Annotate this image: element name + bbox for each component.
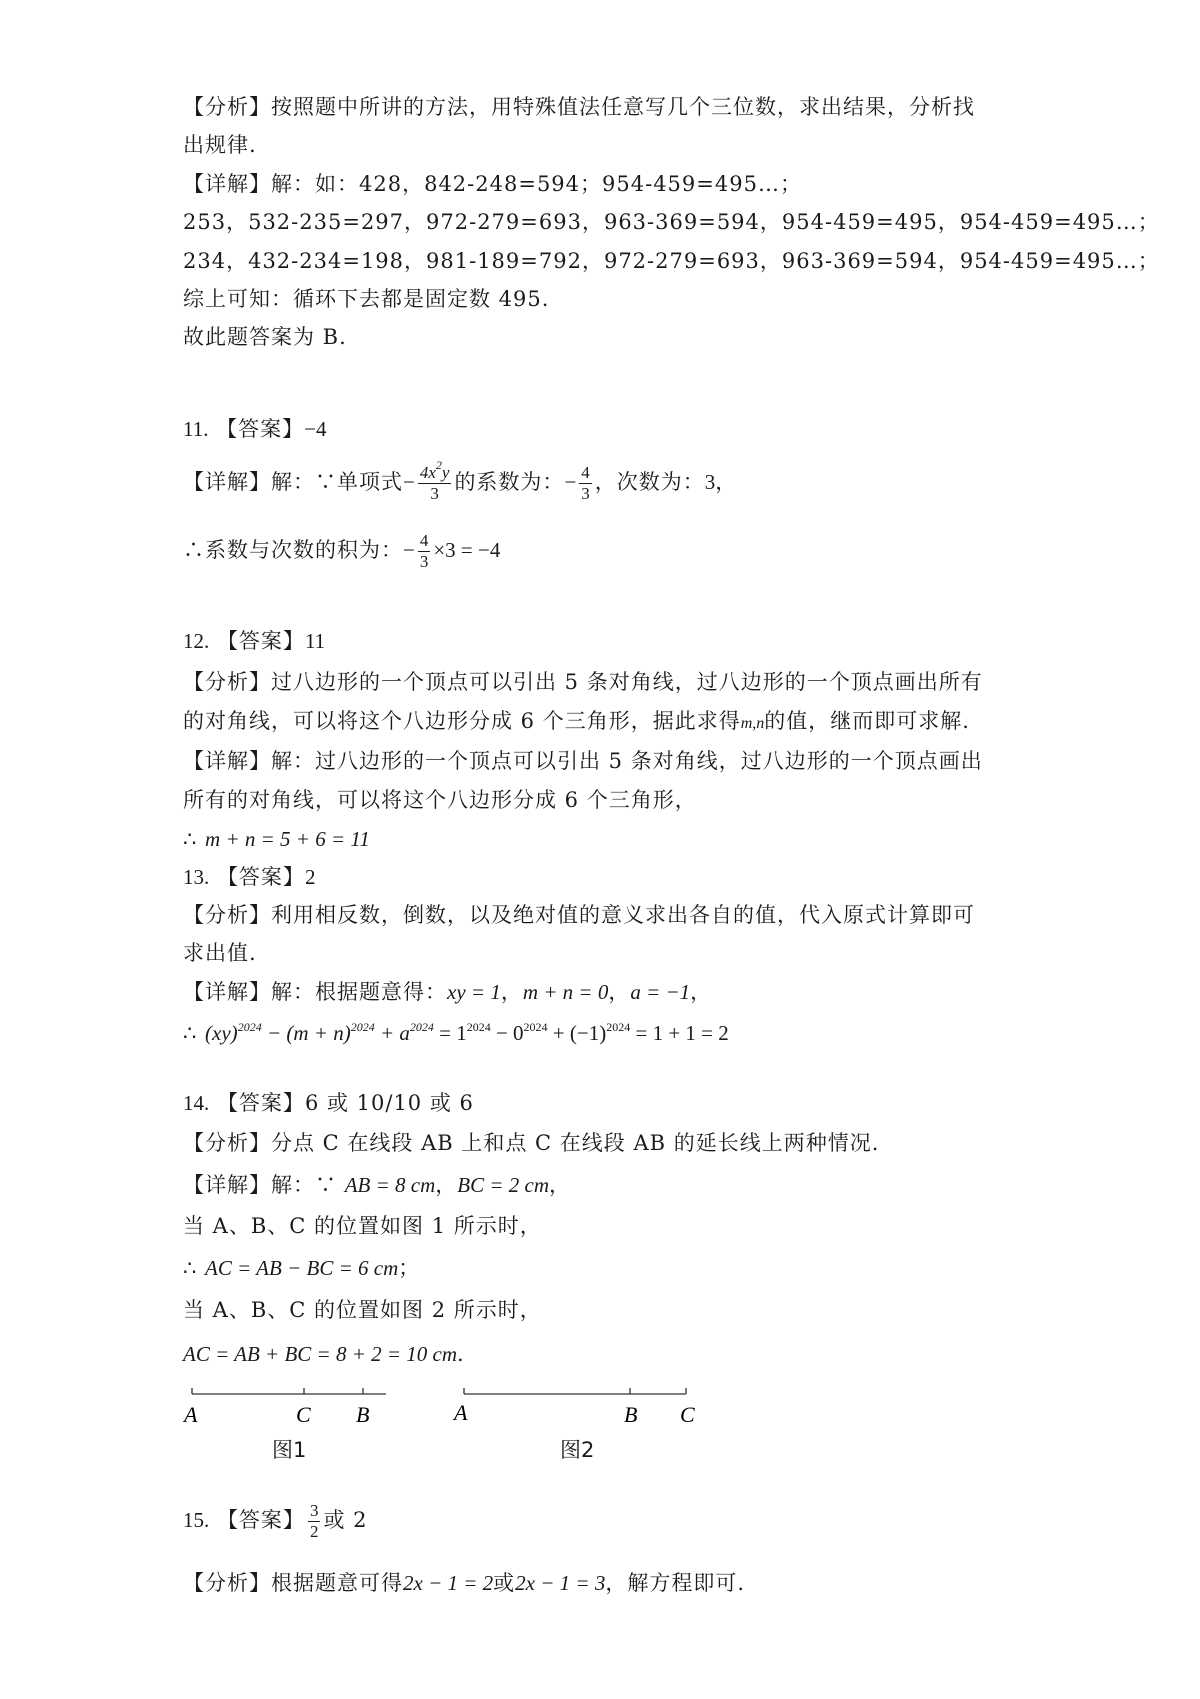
- q15-answer-fraction: [308, 1501, 321, 1542]
- analysis-tag: 【分析】: [183, 1131, 271, 1155]
- q10-detail-text-3: 234，432-234=198，981-189=792，972-279=693，963-369=594，954-459=495…；: [183, 249, 1160, 273]
- q11-detail-line: [183, 452, 1050, 512]
- q11-frac-den: 3: [430, 484, 439, 503]
- q14-case2-calc-line: [183, 1339, 1050, 1369]
- exp-4: 2024: [466, 1020, 491, 1034]
- analysis-tag: 【分析】: [183, 903, 271, 927]
- q12-answer-line: [183, 626, 1050, 656]
- q13-cond1: xy = 1: [447, 980, 501, 1004]
- answer-tag: 【答案】: [216, 629, 305, 653]
- q12-detail-line1: [183, 746, 1050, 776]
- exp-6: 2024: [606, 1020, 631, 1034]
- q12-analysis-text-3: 的值，继而即可求解.: [764, 709, 970, 733]
- q11-degree: 3: [704, 470, 716, 494]
- q11-coef-den: 3: [581, 484, 590, 503]
- q11-product-fraction: [418, 531, 431, 572]
- q15-eq2: 2x − 1 = 3: [515, 1571, 606, 1595]
- q12-analysis-line2: [183, 706, 1050, 739]
- q13-number: 13.: [183, 865, 210, 889]
- q10-detail-line4: [183, 284, 1050, 314]
- q14-answer: 6 或 10/10 或 6: [304, 1091, 474, 1115]
- q12-conclusion-line: [183, 824, 1050, 854]
- q11-product-minus: −: [403, 538, 415, 562]
- q12-therefore: ∴: [183, 827, 206, 851]
- fig1-label-c: C: [296, 1402, 311, 1427]
- q10-detail-text-4: 综上可知：循环下去都是固定数 495.: [183, 287, 550, 311]
- q13-detail-line: [183, 977, 1050, 1007]
- q13-sep2: ，: [608, 980, 631, 1004]
- q14-detail-pre: 解：∵: [271, 1173, 345, 1197]
- q13-calc-tail: = 1 + 1 = 2: [635, 1021, 729, 1045]
- fig1-label-a: A: [184, 1402, 198, 1427]
- fig2-label-c: C: [680, 1402, 695, 1427]
- q10-detail-line1: [183, 169, 1050, 199]
- q10-detail-line2: [183, 207, 1160, 237]
- detail-tag: 【详解】: [183, 1173, 271, 1197]
- q11-product-pre: ∴系数与次数的积为：: [183, 538, 403, 562]
- q11-frac-num: 4x: [419, 463, 436, 482]
- q11-product-line: [183, 520, 1050, 580]
- q13-calc-expr: $(xy)^{2024} - (m + n)^{2024} + a^{2024} = 1^{2024} - 0^{2024} + (-1)^{2024}$: [205, 1020, 631, 1045]
- q13-calc-line: [183, 1018, 1050, 1048]
- q11-product-den: 3: [419, 552, 429, 571]
- q13-analysis-line1: [183, 900, 1050, 930]
- q13-detail-pre: 解：根据题意得：: [271, 980, 447, 1004]
- q10-detail-text-2: 253，532-235=297，972-279=693，963-369=594，954-459=495，954-459=495…；: [183, 210, 1160, 234]
- detail-tag: 【详解】: [183, 749, 271, 773]
- exp-3: 2024: [409, 1020, 434, 1034]
- fig2-label-a: A: [454, 1400, 468, 1425]
- q14-detail-line: 【详解】解：∵ AB = 8 cm，BC = 2 cm，: [183, 1173, 571, 1197]
- q10-analysis-line2: [183, 130, 1050, 160]
- q14-case2-calc: AC = AB + BC = 8 + 2 = 10 cm: [183, 1342, 458, 1366]
- q10-analysis-line1: [183, 92, 1050, 122]
- q11-answer: −4: [304, 417, 327, 441]
- q12-answer: 11: [304, 629, 326, 653]
- q14-period: .: [457, 1342, 465, 1366]
- q11-number: 11.: [183, 417, 209, 441]
- q12-detail-text-1: 解：过八边形的一个顶点可以引出 5 条对角线，过八边形的一个顶点画出: [271, 749, 983, 773]
- exp-2: 2024: [350, 1020, 375, 1034]
- exp-1: 2024: [237, 1020, 262, 1034]
- q11-coef-minus: −: [564, 470, 577, 494]
- q15-analysis-pre: 根据题意可得: [271, 1571, 403, 1595]
- q11-coef-fraction: [579, 463, 592, 504]
- q13-cond3: a = −1: [630, 980, 691, 1004]
- q10-detail-text-1: 解：如：428，842-248=594；954-459=495…；: [271, 172, 802, 196]
- q11-detail-mid: 的系数为：: [454, 470, 565, 494]
- detail-tag: 【详解】: [183, 172, 271, 196]
- fig1-label-b: B: [356, 1402, 370, 1427]
- q10-detail-line3: [183, 246, 1160, 276]
- figure-1-caption: 图1: [272, 1438, 307, 1462]
- q14-semicolon: ；: [398, 1256, 421, 1280]
- answer-tag: 【答案】: [216, 865, 305, 889]
- q14-case2: 当 A、B、C 的位置如图 2 所示时，: [183, 1298, 542, 1322]
- q11-detail-tail: ，次数为：: [594, 470, 705, 494]
- q13-answer-line: [183, 862, 1050, 892]
- q15-analysis-post: ，解方程即可.: [605, 1571, 746, 1595]
- q14-analysis-line: [183, 1128, 1050, 1158]
- q11-product-expr: ×3 = −4: [433, 538, 501, 562]
- q14-analysis-text: 分点 C 在线段 AB 上和点 C 在线段 AB 的延长线上两种情况.: [271, 1131, 880, 1155]
- q12-analysis-text-1: 过八边形的一个顶点可以引出 5 条对角线，过八边形的一个顶点画出所有: [271, 670, 983, 694]
- q10-detail-text-5: 故此题答案为 B.: [183, 325, 347, 349]
- q15-eq1: 2x − 1 = 2: [403, 1571, 494, 1595]
- answer-tag: 【答案】: [216, 1508, 305, 1532]
- q15-number: 15.: [183, 1508, 210, 1532]
- q13-analysis-text-2: 求出值.: [183, 941, 257, 965]
- q11-product-num: 4: [419, 531, 429, 550]
- q14-case1-calc-line: [183, 1253, 1050, 1283]
- q11-coef-num: 4: [581, 463, 590, 482]
- detail-tag: 【详解】: [183, 470, 271, 494]
- q11-comma: ，: [715, 470, 738, 494]
- q14-case1-therefore: ∴: [183, 1256, 206, 1280]
- answer-tag: 【答案】: [216, 417, 305, 441]
- q12-analysis-text-2: 的对角线，可以将这个八边形分成 6 个三角形，据此求得: [183, 709, 741, 733]
- q13-sep3: ，: [690, 980, 713, 1004]
- analysis-tag: 【分析】: [183, 1571, 271, 1595]
- q11-detail-pre: 解：∵单项式: [271, 470, 403, 494]
- q15-answer-line: [183, 1490, 1050, 1550]
- q10-detail-line5: [183, 322, 1050, 352]
- q11-answer-line: [183, 414, 1050, 444]
- analysis-tag: 【分析】: [183, 95, 271, 119]
- q12-analysis-line1: [183, 667, 1050, 697]
- q14-case1-calc: AC = AB − BC = 6 cm: [205, 1256, 399, 1280]
- q13-therefore: ∴: [183, 1021, 206, 1045]
- q12-mn: m,n: [740, 715, 765, 732]
- q12-conclusion: m + n = 5 + 6 = 11: [205, 827, 370, 851]
- q12-detail-line2: [183, 785, 1050, 815]
- q13-cond2: m + n = 0: [522, 980, 609, 1004]
- q12-number: 12.: [183, 629, 210, 653]
- q11-frac-sup: 2: [435, 458, 442, 472]
- analysis-tag: 【分析】: [183, 670, 271, 694]
- q13-analysis-text-1: 利用相反数，倒数，以及绝对值的意义求出各自的值，代入原式计算即可: [271, 903, 975, 927]
- q11-frac-y: y: [441, 463, 450, 482]
- q15-answer-num: 3: [309, 1501, 319, 1520]
- q15-answer-tail: 或 2: [323, 1508, 368, 1532]
- detail-tag: 【详解】: [183, 980, 271, 1004]
- q15-analysis-line: [183, 1568, 1050, 1598]
- q14-number: 14.: [183, 1091, 210, 1115]
- q10-analysis-text-1: 按照题中所讲的方法，用特殊值法任意写几个三位数，求出结果，分析找: [271, 95, 975, 119]
- q11-monomial-fraction: [418, 458, 452, 504]
- q14-answer-line: [183, 1088, 1050, 1118]
- q14-case1: 当 A、B、C 的位置如图 1 所示时，: [183, 1214, 542, 1238]
- figure-2-segment: [448, 1378, 718, 1428]
- exp-5: 2024: [523, 1020, 548, 1034]
- q14-case2-line: [183, 1295, 1050, 1325]
- answer-tag: 【答案】: [216, 1091, 305, 1115]
- q14-ab: AB = 8 cm: [344, 1173, 436, 1197]
- q12-detail-text-2: 所有的对角线，可以将这个八边形分成 6 个三角形，: [183, 788, 697, 812]
- q13-sep1: ，: [500, 980, 523, 1004]
- q11-minus: −: [403, 470, 415, 494]
- figure-2-caption: 图2: [560, 1438, 595, 1462]
- q14-bc: BC = 2 cm: [457, 1173, 549, 1197]
- q13-analysis-line2: [183, 938, 1050, 968]
- q15-answer-den: 2: [309, 1522, 319, 1541]
- q14-case1-line: [183, 1211, 1050, 1241]
- q15-or: 或: [493, 1571, 516, 1595]
- q13-answer: 2: [304, 865, 316, 889]
- fig2-label-b: B: [624, 1402, 638, 1427]
- figure-1-segment: [180, 1378, 400, 1428]
- q10-analysis-text-2: 出规律.: [183, 133, 257, 157]
